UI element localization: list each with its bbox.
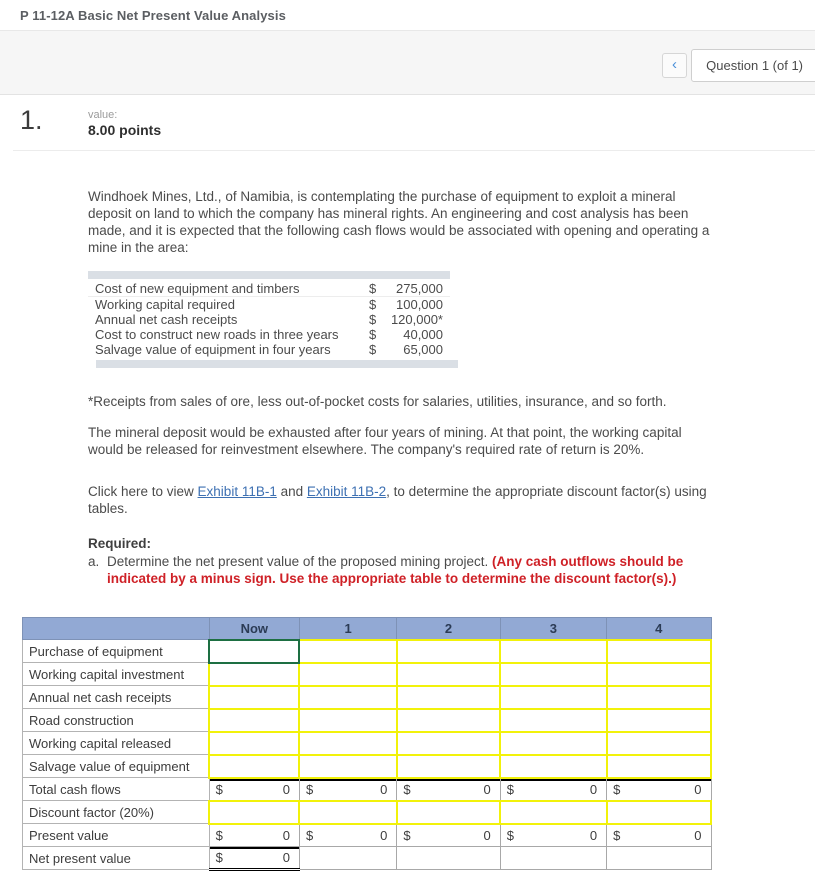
- worksheet-input[interactable]: [398, 711, 499, 730]
- cost-summary-table: [88, 271, 450, 368]
- cost-amount: 65,000: [403, 342, 443, 357]
- computed-value-cell: [299, 778, 396, 801]
- previous-question-button[interactable]: [662, 53, 687, 78]
- cell-value: 0: [694, 827, 702, 843]
- worksheet-input-cell[interactable]: [397, 663, 500, 686]
- computed-value-cell: [607, 824, 711, 847]
- worksheet-header-row: [23, 618, 712, 640]
- intro-paragraph: Windhoek Mines, Ltd., of Namibia, is contemplating the purchase of equipment to exploit a mineral deposit on land to which the company has mineral rights. An engineering and cost analysis has been made, and it is expected that the following cash flows would be associated with opening and operating a mine in the area:: [88, 189, 710, 255]
- worksheet-input-cell[interactable]: [209, 663, 299, 686]
- column-header: [23, 618, 210, 640]
- empty-cell: [607, 847, 711, 870]
- question-header: [0, 95, 815, 151]
- currency-symbol: $: [369, 327, 377, 342]
- cell-value: 0: [694, 781, 702, 797]
- currency-symbol: $: [215, 850, 223, 865]
- computed-value-cell: [299, 824, 396, 847]
- cost-amount: 100,000: [396, 297, 443, 312]
- requirement-warning: (Any cash outflows should be indicated by a minus sign. Use the appropriate table to determine the discount factor(s).): [107, 554, 684, 586]
- exhibit-text-prefix: Click here to view: [88, 484, 198, 499]
- worksheet-input[interactable]: [398, 688, 499, 707]
- worksheet-input-cell[interactable]: [397, 709, 500, 732]
- worksheet-input[interactable]: [210, 711, 298, 730]
- worksheet-input-cell[interactable]: [209, 755, 299, 778]
- table-bottom-strip: [96, 360, 458, 368]
- worksheet-input-cell[interactable]: [397, 801, 500, 824]
- worksheet-input-cell[interactable]: [397, 640, 500, 663]
- worksheet-input[interactable]: [501, 688, 605, 707]
- worksheet-input-cell[interactable]: [397, 755, 500, 778]
- worksheet-input[interactable]: [300, 642, 395, 661]
- worksheet-row: [23, 686, 712, 709]
- currency-symbol: $: [369, 312, 377, 327]
- column-header: 2: [397, 618, 500, 640]
- question-nav-bar: [0, 31, 815, 95]
- row-label: Purchase of equipment: [23, 640, 210, 663]
- cost-item-label: Cost of new equipment and timbers: [95, 281, 300, 296]
- empty-cell: [397, 847, 500, 870]
- computed-value-cell: [397, 824, 500, 847]
- cost-amount: 120,000*: [390, 312, 443, 327]
- worksheet-input-cell[interactable]: [500, 755, 606, 778]
- worksheet-row: [23, 847, 712, 870]
- assignment-title: P 11-12A Basic Net Present Value Analysis: [20, 8, 286, 23]
- row-label: Annual net cash receipts: [23, 686, 210, 709]
- worksheet-input[interactable]: [300, 757, 395, 776]
- worksheet-input[interactable]: [398, 642, 499, 661]
- worksheet-row: [23, 732, 712, 755]
- worksheet-input[interactable]: [398, 665, 499, 684]
- cost-table-row: [88, 297, 450, 312]
- row-label: Total cash flows: [23, 778, 210, 801]
- cell-value: 0: [282, 827, 290, 843]
- value-label: value:: [88, 109, 118, 121]
- column-header: 3: [500, 618, 606, 640]
- question-value: [88, 109, 815, 138]
- computed-value-cell: [397, 778, 500, 801]
- requirement-a: [88, 553, 718, 587]
- worksheet-input-cell[interactable]: [500, 732, 606, 755]
- worksheet-input-cell[interactable]: [500, 801, 606, 824]
- cell-value: 0: [282, 850, 290, 865]
- worksheet-input-cell[interactable]: [607, 732, 711, 755]
- points-value: 8.00 points: [88, 122, 162, 138]
- worksheet-input-cell[interactable]: [607, 686, 711, 709]
- computed-value-cell: [209, 847, 299, 870]
- worksheet-input[interactable]: [300, 665, 395, 684]
- row-label: Working capital investment: [23, 663, 210, 686]
- worksheet-input[interactable]: [608, 711, 710, 730]
- worksheet-input-cell[interactable]: [397, 732, 500, 755]
- worksheet-row: [23, 709, 712, 732]
- worksheet-input[interactable]: [501, 803, 605, 822]
- worksheet-input[interactable]: [501, 665, 605, 684]
- worksheet-row: [23, 663, 712, 686]
- cost-item-label: Salvage value of equipment in four years: [95, 342, 331, 357]
- currency-symbol: $: [369, 297, 377, 312]
- worksheet-input[interactable]: [608, 734, 710, 753]
- currency-symbol: $: [215, 827, 223, 843]
- cell-value: 0: [589, 781, 598, 797]
- exhibit-11b2-link[interactable]: Exhibit 11B-2: [306, 484, 387, 499]
- cost-table-row: [88, 342, 450, 357]
- worksheet-input[interactable]: [398, 803, 499, 822]
- worksheet-input[interactable]: [300, 688, 395, 707]
- worksheet-input-cell[interactable]: [500, 686, 606, 709]
- column-header: 1: [299, 618, 396, 640]
- worksheet-input-cell[interactable]: [299, 663, 396, 686]
- worksheet-input[interactable]: [608, 803, 710, 822]
- chevron-left-icon: ‹: [672, 56, 677, 73]
- worksheet-input[interactable]: [501, 642, 605, 661]
- currency-symbol: $: [305, 781, 314, 797]
- column-header: 4: [607, 618, 711, 640]
- row-label: Present value: [23, 824, 210, 847]
- cell-value: 0: [483, 781, 491, 797]
- problem-body: [88, 188, 718, 587]
- cell-value: 0: [483, 827, 491, 843]
- worksheet-input[interactable]: [501, 711, 605, 730]
- cost-table-rows: [88, 279, 450, 358]
- worksheet-row: [23, 755, 712, 778]
- worksheet-input-cell[interactable]: [607, 663, 711, 686]
- cost-item-label: Cost to construct new roads in three years: [95, 327, 339, 342]
- worksheet-input-cell[interactable]: [299, 732, 396, 755]
- computed-value-cell: [500, 824, 606, 847]
- worksheet-input[interactable]: [210, 688, 298, 707]
- currency-symbol: $: [613, 827, 621, 843]
- computed-value-cell: [607, 778, 711, 801]
- currency-symbol: $: [369, 342, 377, 357]
- cost-amount: 40,000: [403, 327, 443, 342]
- worksheet-input[interactable]: [608, 642, 710, 661]
- currency-symbol: $: [369, 281, 377, 296]
- worksheet-input-cell[interactable]: [607, 640, 711, 663]
- worksheet-input[interactable]: [501, 757, 605, 776]
- cell-value: 0: [282, 781, 290, 797]
- worksheet-input-cell[interactable]: [299, 755, 396, 778]
- worksheet-input[interactable]: [608, 757, 710, 776]
- currency-symbol: $: [506, 781, 514, 797]
- worksheet-row: [23, 801, 712, 824]
- worksheet-input[interactable]: [300, 734, 395, 753]
- worksheet-input-cell[interactable]: [500, 709, 606, 732]
- currency-symbol: $: [403, 827, 411, 843]
- cell-value: 0: [380, 781, 388, 797]
- cost-table-row: [88, 312, 450, 327]
- worksheet-input-cell[interactable]: [209, 709, 299, 732]
- computed-value-cell: [209, 778, 299, 801]
- cost-item-label: Annual net cash receipts: [95, 312, 238, 327]
- table-top-strip: [88, 271, 450, 279]
- requirement-letter: a.: [88, 554, 100, 569]
- currency-symbol: $: [403, 781, 411, 797]
- worksheet-input-cell[interactable]: [500, 663, 606, 686]
- exhibit-text-between: and: [276, 484, 307, 499]
- worksheet-input[interactable]: [300, 711, 395, 730]
- worksheet-input-cell[interactable]: [299, 709, 396, 732]
- requirement-text-main: Determine the net present value of the proposed mining project.: [107, 554, 492, 569]
- exhibit-11b1-link[interactable]: Exhibit 11B-1: [197, 484, 277, 499]
- divider: [13, 150, 815, 151]
- worksheet-input-cell[interactable]: [500, 640, 606, 663]
- row-label: Discount factor (20%): [23, 801, 210, 824]
- row-label: Salvage value of equipment: [23, 755, 210, 778]
- worksheet-input[interactable]: [608, 688, 710, 707]
- worksheet-input-cell[interactable]: [209, 801, 299, 824]
- worksheet-input-cell[interactable]: [607, 801, 711, 824]
- worksheet-input-cell[interactable]: [209, 732, 299, 755]
- empty-cell: [299, 847, 396, 870]
- worksheet-input-cell[interactable]: [209, 686, 299, 709]
- computed-value-cell: [209, 824, 299, 847]
- currency-symbol: $: [613, 781, 621, 797]
- cell-value: 0: [380, 827, 388, 843]
- requirement-text: [107, 553, 718, 587]
- row-label: Working capital released: [23, 732, 210, 755]
- worksheet-input-cell[interactable]: [299, 640, 396, 663]
- row-label: Road construction: [23, 709, 210, 732]
- worksheet-input-cell[interactable]: [209, 640, 299, 663]
- cost-table-row: [88, 281, 450, 297]
- question-selector-button[interactable]: Question 1 (of 1): [691, 49, 815, 82]
- deposit-paragraph: The mineral deposit would be exhausted after four years of mining. At that point, the working capital would be released for reinvestment elsewhere. The company's required rate of return is 20%.: [88, 425, 682, 457]
- worksheet-row: [23, 824, 712, 847]
- worksheet-input-cell[interactable]: [397, 686, 500, 709]
- worksheet-input-cell[interactable]: [299, 801, 396, 824]
- worksheet-row: [23, 640, 712, 663]
- exhibit-paragraph: [88, 483, 718, 517]
- worksheet-input[interactable]: [608, 665, 710, 684]
- worksheet-input[interactable]: [300, 803, 395, 822]
- exhibit-text-suffix: , to determine the appropriate discount factor(s) using tables.: [88, 484, 707, 516]
- cell-value: 0: [589, 827, 598, 843]
- currency-symbol: $: [506, 827, 514, 843]
- cost-item-label: Working capital required: [95, 297, 235, 312]
- worksheet-input[interactable]: [210, 734, 298, 753]
- page-header: [0, 0, 815, 31]
- worksheet-input[interactable]: [210, 665, 298, 684]
- worksheet-input-cell[interactable]: [607, 755, 711, 778]
- required-label: Required:: [88, 536, 152, 551]
- worksheet-input[interactable]: [210, 642, 298, 661]
- computed-value-cell: [500, 778, 606, 801]
- worksheet-input[interactable]: [501, 734, 605, 753]
- worksheet-row: [23, 778, 712, 801]
- worksheet-input[interactable]: [398, 757, 499, 776]
- question-number: 1.: [20, 105, 43, 135]
- cost-amount: 275,000: [396, 281, 443, 296]
- npv-worksheet-table: [22, 617, 712, 871]
- currency-symbol: $: [215, 781, 223, 797]
- footnote: *Receipts from sales of ore, less out-of-pocket costs for salaries, utilities, insurance, and so forth.: [88, 394, 667, 409]
- worksheet-input[interactable]: [398, 734, 499, 753]
- row-label: Net present value: [23, 847, 210, 870]
- cost-table-row: [88, 327, 450, 342]
- currency-symbol: $: [305, 827, 314, 843]
- empty-cell: [500, 847, 606, 870]
- column-header: Now: [209, 618, 299, 640]
- worksheet-input-cell[interactable]: [299, 686, 396, 709]
- worksheet-input-cell[interactable]: [607, 709, 711, 732]
- worksheet-input[interactable]: [210, 803, 298, 822]
- worksheet-input[interactable]: [210, 757, 298, 776]
